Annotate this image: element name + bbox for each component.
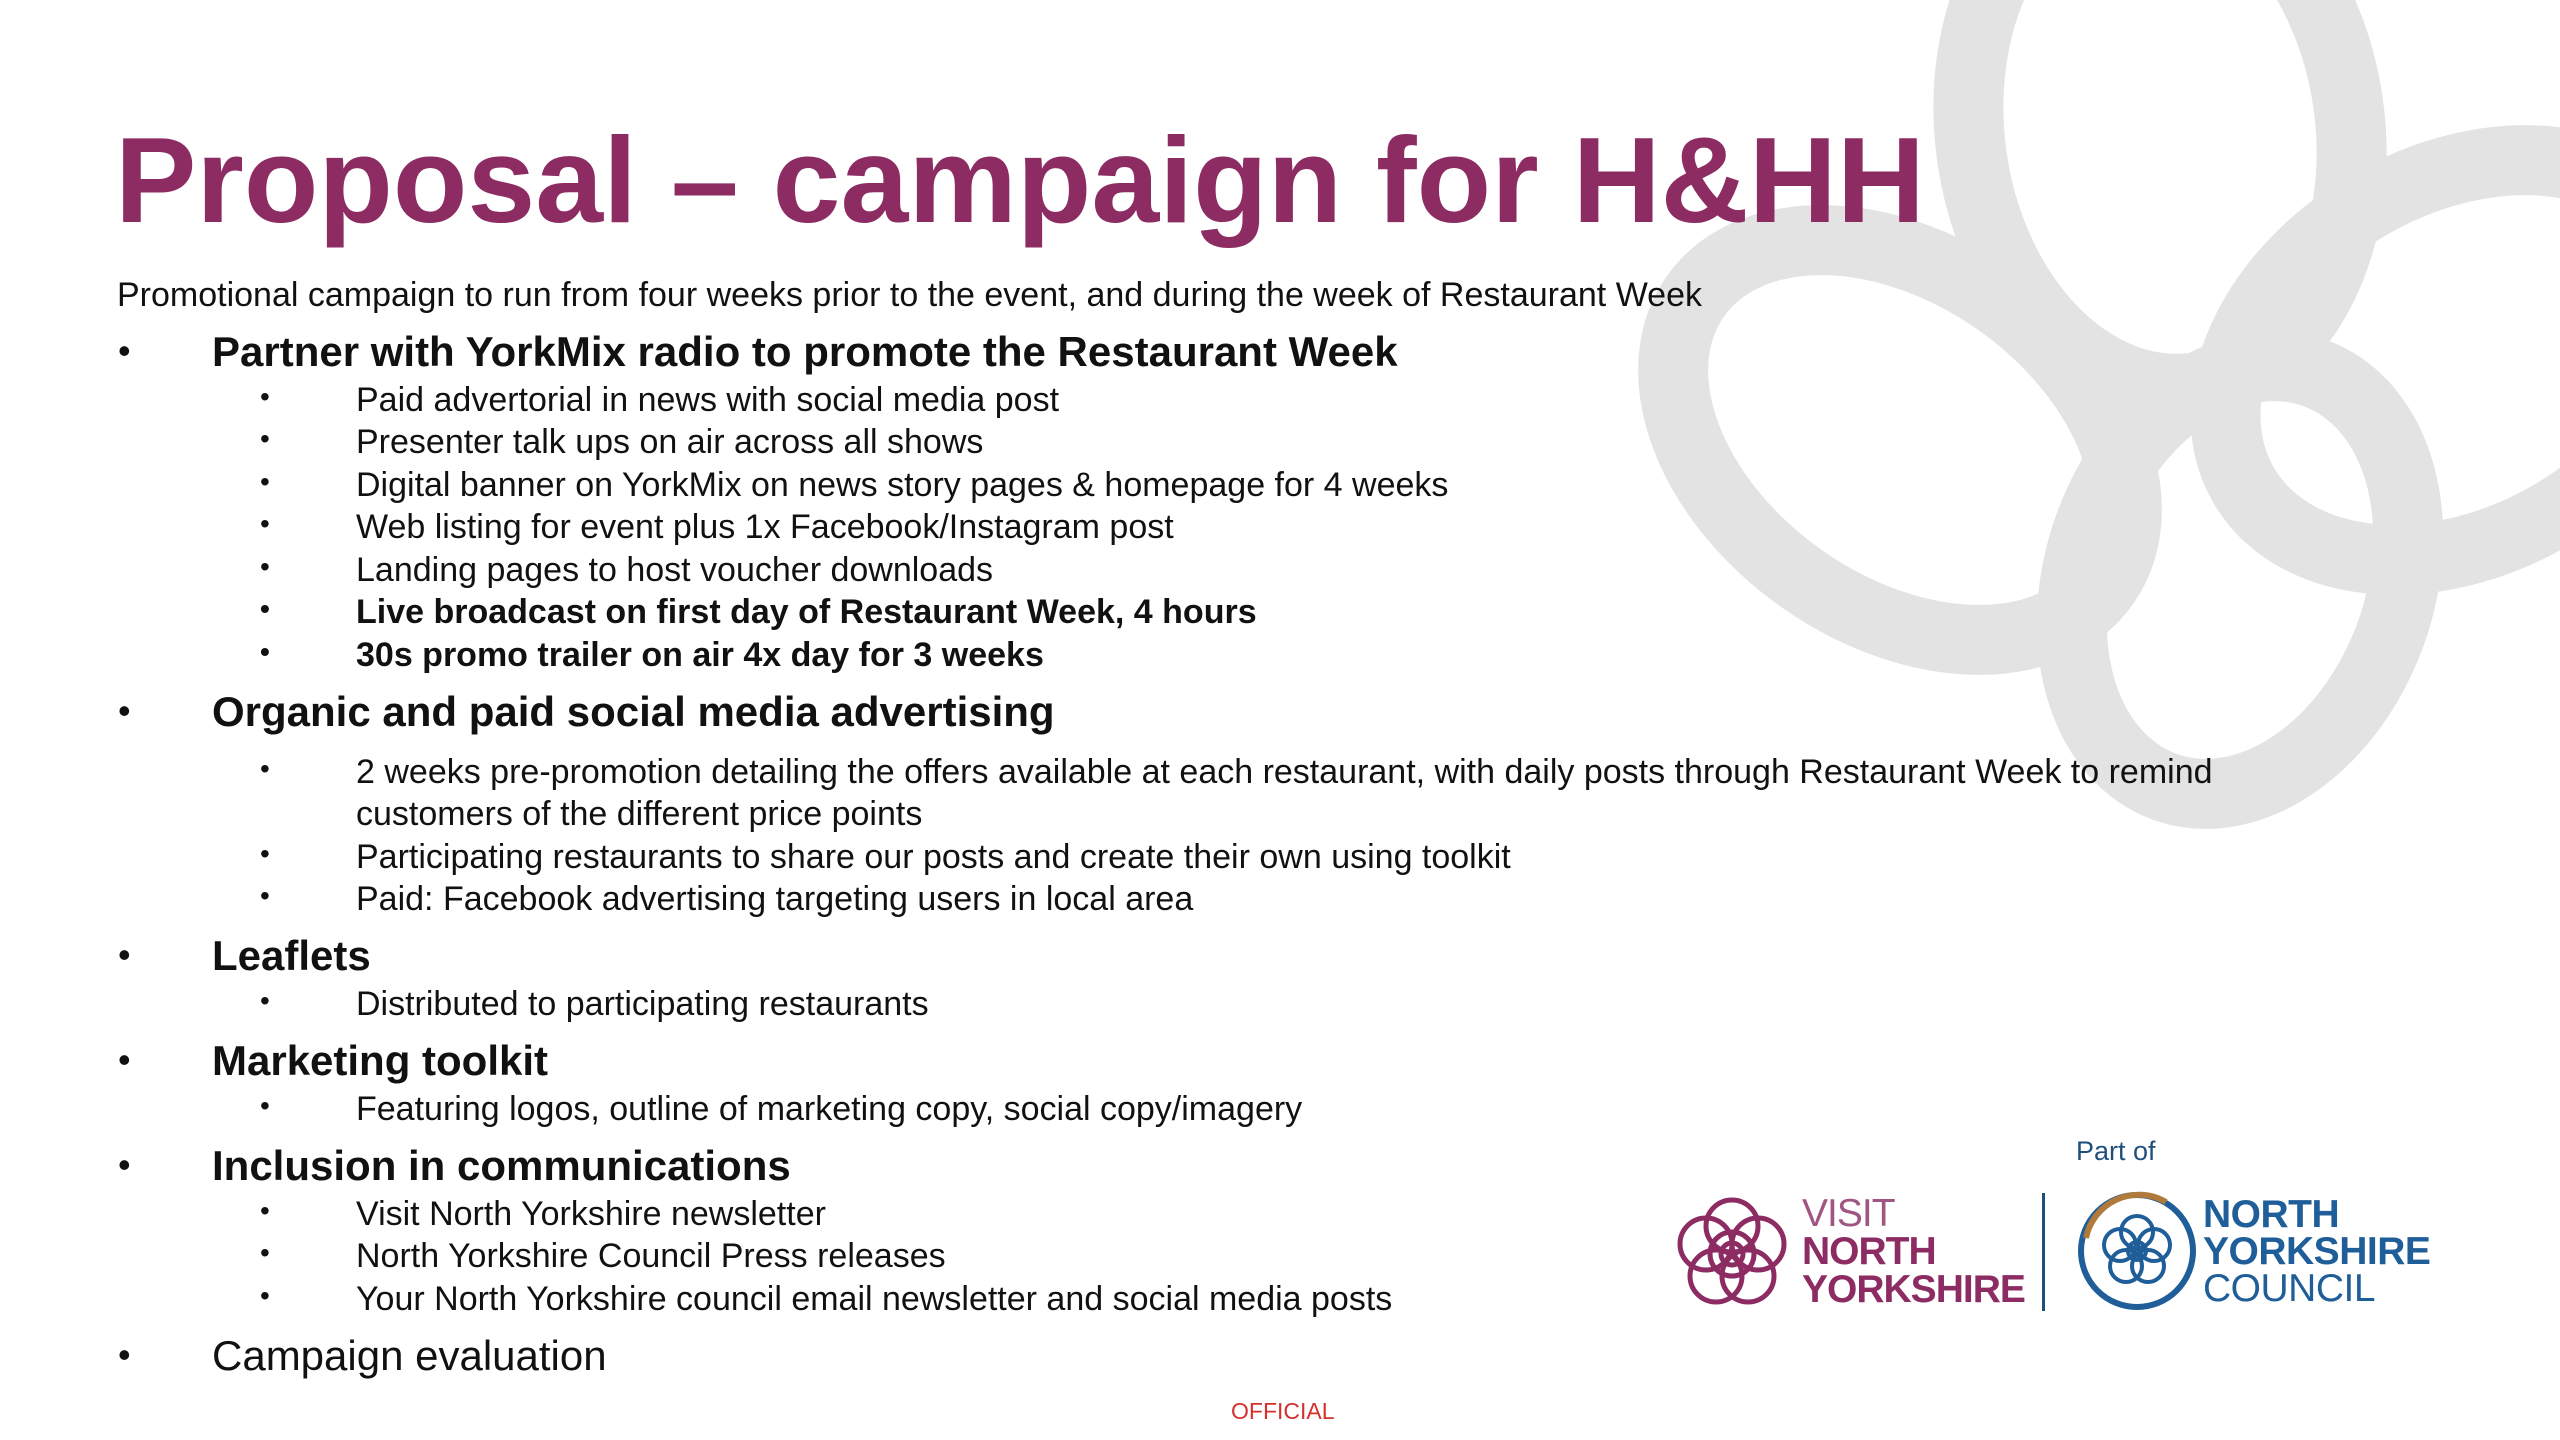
bullet: •: [260, 551, 270, 582]
bullet: •: [118, 1334, 131, 1375]
logo-line: COUNCIL: [2203, 1267, 2376, 1310]
list-item: [260, 593, 1257, 632]
section-heading-communications: [118, 1142, 791, 1190]
bullet: •: [260, 1090, 270, 1121]
list-item: [260, 1090, 1303, 1129]
bullet: •: [260, 381, 270, 412]
bullet: •: [260, 880, 270, 911]
bullet: •: [118, 934, 131, 975]
list-item-label: Visit North Yorkshire newsletter: [356, 1195, 826, 1233]
bullet: •: [260, 838, 270, 869]
list-item-label: Paid: Facebook advertising targeting users in local area: [356, 880, 1194, 918]
section-heading-evaluation: [118, 1332, 607, 1380]
section-heading-toolkit: [118, 1037, 549, 1085]
list-item-label: Featuring logos, outline of marketing copy, social copy/imagery: [356, 1090, 1303, 1128]
bullet: •: [260, 985, 270, 1016]
section-heading-social-media: [118, 688, 1055, 736]
logo-divider: [2042, 1193, 2045, 1311]
list-item: [260, 381, 1060, 420]
section-heading-label: Campaign evaluation: [212, 1332, 607, 1379]
bullet: •: [260, 753, 270, 784]
section-heading-leaflets: [118, 932, 371, 980]
list-item-label: customers of the different price points: [356, 795, 923, 833]
logo-line: YORKSHIRE: [1802, 1268, 2025, 1311]
list-item: [260, 838, 1511, 877]
visit-north-yorkshire-logo: [1802, 1192, 2025, 1311]
logo-line: NORTH: [1802, 1230, 1936, 1273]
bullet: •: [260, 1237, 270, 1268]
council-emblem-icon: [2076, 1190, 2198, 1312]
list-item-label: Live broadcast on first day of Restaurant Week, 4 hours: [356, 593, 1257, 631]
list-item: [260, 1237, 946, 1276]
page-title: Proposal – campaign for H&HH: [115, 112, 1925, 248]
bullet: •: [118, 690, 131, 731]
bullet: •: [260, 593, 270, 624]
bullet: •: [260, 508, 270, 539]
list-item-label: Your North Yorkshire council email newsletter and social media posts: [356, 1280, 1393, 1318]
list-item: [260, 880, 1194, 919]
list-item: [260, 985, 929, 1024]
bullet: •: [118, 330, 131, 371]
section-heading-label: Inclusion in communications: [212, 1142, 791, 1189]
bullet: •: [260, 636, 270, 667]
list-item-label: Digital banner on YorkMix on news story pages & homepage for 4 weeks: [356, 466, 1449, 504]
north-yorkshire-council-logo: [2203, 1193, 2431, 1310]
list-item: [260, 508, 1174, 547]
bullet: •: [118, 1039, 131, 1080]
list-item-label: Distributed to participating restaurants: [356, 985, 929, 1023]
list-item-label: Landing pages to host voucher downloads: [356, 551, 994, 589]
list-item: [260, 551, 994, 590]
section-heading-label: Organic and paid social media advertising: [212, 688, 1055, 735]
list-item-label: Presenter talk ups on air across all shows: [356, 423, 984, 461]
section-heading-label: Leaflets: [212, 932, 371, 979]
section-heading-label: Partner with YorkMix radio to promote the Restaurant Week: [212, 328, 1398, 375]
bullet: •: [118, 1144, 131, 1185]
bullet: •: [260, 1280, 270, 1311]
bullet: •: [260, 466, 270, 497]
list-item-label: North Yorkshire Council Press releases: [356, 1237, 946, 1275]
list-item-continuation: [356, 795, 922, 834]
logo-line: YORKSHIRE: [2203, 1230, 2431, 1273]
list-item-label: Participating restaurants to share our posts and create their own using toolkit: [356, 838, 1511, 876]
intro-text: Promotional campaign to run from four weeks prior to the event, and during the week of Restaurant Week: [117, 276, 1702, 314]
list-item: [260, 636, 1044, 675]
bullet: •: [260, 423, 270, 454]
official-label: OFFICIAL: [1231, 1398, 1335, 1424]
list-item: [260, 1280, 1393, 1319]
list-item-label: 2 weeks pre-promotion detailing the offers available at each restaurant, with daily posts through Restaurant Week to remind: [356, 753, 2213, 791]
logo-line: VISIT: [1802, 1192, 1895, 1235]
logo-line: NORTH: [2203, 1193, 2340, 1236]
list-item: [260, 466, 1449, 505]
list-item: [260, 1195, 826, 1234]
list-item-label: Paid advertorial in news with social media post: [356, 381, 1060, 419]
list-item-label: Web listing for event plus 1x Facebook/Instagram post: [356, 508, 1174, 546]
bullet: •: [260, 1195, 270, 1226]
part-of-label: Part of: [2076, 1136, 2156, 1166]
section-heading-label: Marketing toolkit: [212, 1037, 549, 1084]
list-item: [260, 753, 2213, 792]
rose-emblem-icon: [1668, 1188, 1796, 1316]
section-heading-yorkmix: [118, 328, 1398, 376]
list-item: [260, 423, 984, 462]
list-item-label: 30s promo trailer on air 4x day for 3 weeks: [356, 636, 1044, 674]
